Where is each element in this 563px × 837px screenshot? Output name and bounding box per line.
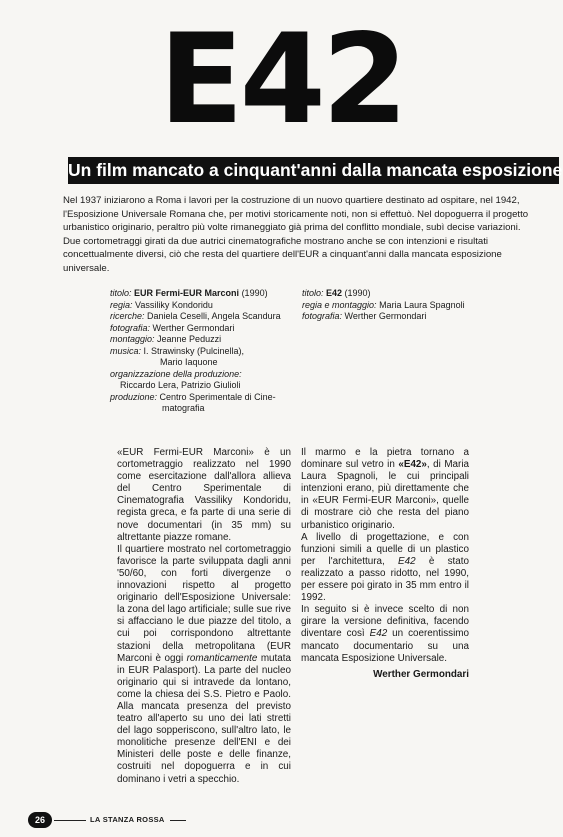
film-year: (1990) xyxy=(342,288,371,298)
credit-label: montaggio: xyxy=(110,334,155,344)
credit-value: Werther Germondari xyxy=(150,322,235,333)
credit-value: Centro Sperimentale di Cine- xyxy=(157,391,276,402)
page-number: 26 xyxy=(28,812,52,828)
intro-text xyxy=(63,194,533,276)
film-title: EUR Fermi-EUR Marconi xyxy=(134,288,240,298)
credits-left xyxy=(110,288,290,415)
article-column-right xyxy=(301,447,469,681)
footer-rule xyxy=(54,820,86,821)
intro-paragraph: Due cortometraggi girati da due autrici cinematografiche mostrano anche se con intenzioni e risultati concettualmente diversi, ciò che resta del quartiere dell'EUR a cinquant'anni dalla mancata esposizione universale. xyxy=(63,235,502,274)
credit-label: fotografia: xyxy=(110,322,151,333)
credit-value: Jeanne Peduzzi xyxy=(154,334,222,344)
page-title: E42 xyxy=(158,8,405,152)
body-paragraph: Il quartiere mostrato nel cortometraggio favorisce la parte sviluppata dagli anni '50/60, con forti divergenze o innovazioni rispetto al progetto originario dell'Esposizione Universale: la zona del lago artificiale; sulle sue rive si affacciano le due piazze del titolo, a cui poi corrispondono altrettante stazioni della metropolitana (EUR Marconi è oggi romanticamente mutata in EUR Palasport). La parte del nucleo originario qui si intravede da lontano, come la chiesa dei S.S. Pietro e Paolo. Alla mancata presenza del previsto teatro all'aperto su uno dei lati stretti del lago sopperiscono, sull'altro lato, le monolitiche presenze dell'ENI e dei Ministeri delle poste e delle finanze, costruiti nel dopoguerra e in cui dominano i vetri a specchio. xyxy=(117,543,292,785)
intro-paragraph: Nel 1937 iniziarono a Roma i lavori per la costruzione di un nuovo quartiere destinato ad ospitare, nel 1942, l'Esposizione Universale Romana che, per motivi storicamente noti, non si effettuò. Nel dopoguerra il progetto urbanistico originario, peraltro più volte rimaneggiato già prima del conflitto mondiale, subì decise variazioni. xyxy=(63,195,529,234)
credit-label: produzione: xyxy=(110,391,158,402)
credit-label: titolo: xyxy=(110,288,132,298)
film-year: (1990) xyxy=(239,288,268,298)
author-signature: Werther Germondari xyxy=(373,668,469,680)
body-paragraph: Il marmo e la pietra tornano a dominare sul vetro in «E42», di Maria Laura Spagnoli, le cui principali intenzioni erano, più direttamente che in «EUR Fermi-EUR Marconi», quelle di mostrare ciò che resta del piano urbanistico originario. xyxy=(301,447,470,531)
credit-value: Werther Germondari xyxy=(342,311,427,321)
subtitle-banner: Un film mancato a cinquant'anni dalla mancata esposizione xyxy=(68,157,559,184)
body-paragraph: A livello di progettazione, e con funzioni simili a quelle di un plastico per l'architettura, E42 è stato realizzato a passo ridotto, nel 1990, per essere poi girato in 35 mm entro il 1992. xyxy=(301,531,470,604)
body-paragraph: «EUR Fermi-EUR Marconi» è un cortometraggio realizzato nel 1990 come esercitazione dall'allora allieva del Centro Sperimentale di Cinematografia Vassiliky Kondoridu, regista greca, e fa parte di una serie di nove documentari (in 35 mm) su altrettante piazze romane. xyxy=(117,447,291,543)
credit-label: organizzazione della produzione: xyxy=(110,368,242,379)
article-column-left xyxy=(117,447,291,786)
credit-value: Maria Laura Spagnoli xyxy=(376,299,465,310)
credit-value: Riccardo Lera, Patrizio Giulioli xyxy=(120,380,241,390)
body-paragraph: In seguito si è invece scelto di non girare la versione definitiva, facendo diventare così E42 un coerentissimo mancato documentario su una mancata Esposizione Universale. xyxy=(301,604,469,664)
credit-value: Mario Iaquone xyxy=(160,357,218,367)
credit-label: ricerche: xyxy=(110,311,145,321)
credit-label: regia: xyxy=(110,299,133,310)
credit-label: regia e montaggio: xyxy=(302,299,377,310)
credits-right xyxy=(302,288,512,323)
credit-value: Vassiliky Kondoridu xyxy=(132,299,213,310)
film-title: E42 xyxy=(323,288,343,298)
footer-rule xyxy=(170,820,186,821)
credit-value: matografia xyxy=(162,403,205,413)
page-footer xyxy=(28,812,328,828)
credit-value: Daniela Ceselli, Angela Scandura xyxy=(144,311,281,321)
credit-label: titolo: xyxy=(302,288,324,298)
credit-label: fotografia: xyxy=(302,311,343,321)
credit-label: musica: xyxy=(110,345,142,356)
credit-value: I. Strawinsky (Pulcinella), xyxy=(141,345,245,356)
magazine-name: LA STANZA ROSSA xyxy=(90,815,165,824)
